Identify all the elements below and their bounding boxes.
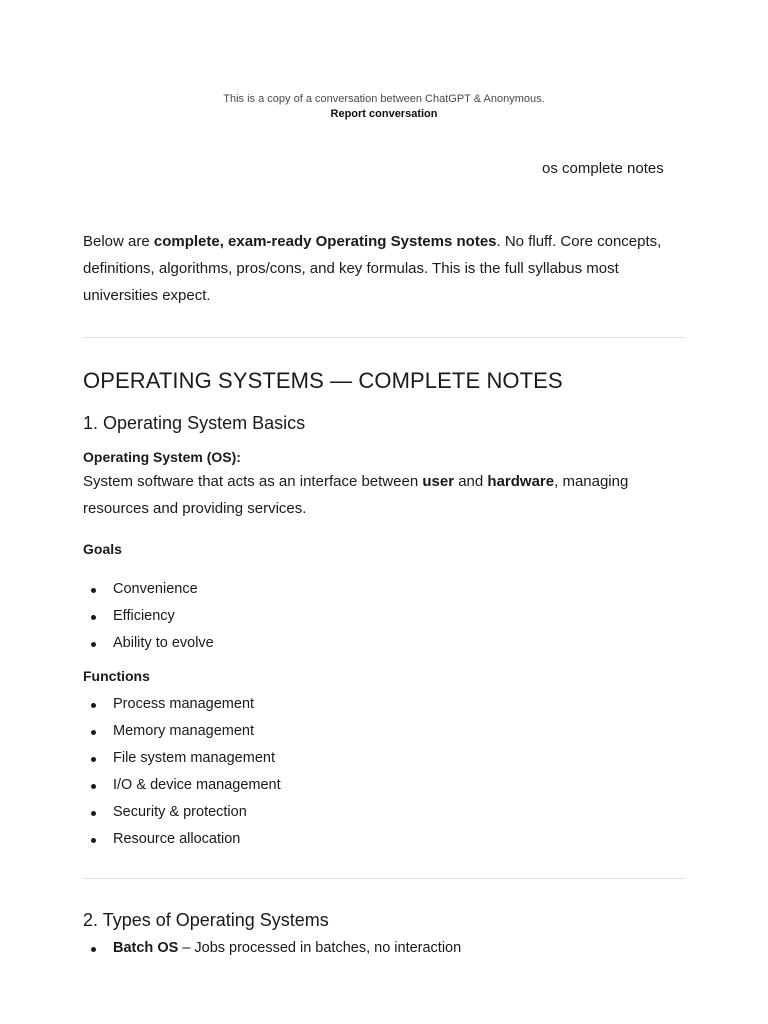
def-text-1: System software that acts as an interface between bbox=[83, 473, 423, 490]
def-text-3: , managing resources and providing services. bbox=[83, 473, 629, 517]
notice-text: This is a copy of a conversation between ChatGPT & Anonymous. bbox=[223, 93, 545, 105]
functions-label: Functions bbox=[83, 668, 150, 684]
user-message: os complete notes bbox=[542, 160, 664, 177]
os-definition-text bbox=[83, 468, 685, 522]
list-item: Resource allocation bbox=[113, 826, 685, 853]
os-type-name: Batch OS bbox=[113, 940, 179, 956]
os-types-list bbox=[83, 935, 685, 962]
report-conversation-link[interactable]: Report conversation bbox=[330, 108, 438, 120]
def-text-2: and bbox=[454, 473, 488, 490]
list-item: Efficiency bbox=[113, 603, 685, 630]
os-type-desc: – Jobs processed in batches, no interaction bbox=[178, 940, 462, 956]
page-title: OPERATING SYSTEMS — COMPLETE NOTES bbox=[83, 368, 563, 393]
section-1-heading: 1. Operating System Basics bbox=[83, 413, 306, 433]
divider bbox=[83, 337, 685, 338]
intro-text-2: . No fluff. Core concepts, definitions, algorithms, pros/cons, and key formulas. This is the full syllabus most universities expect. bbox=[83, 233, 662, 304]
list-item: Ability to evolve bbox=[113, 630, 685, 657]
intro-paragraph bbox=[83, 228, 685, 309]
list-item: Convenience bbox=[113, 576, 685, 603]
divider bbox=[83, 878, 685, 879]
intro-bold: complete, exam-ready Operating Systems notes bbox=[153, 233, 497, 250]
list-item: File system management bbox=[113, 745, 685, 772]
section-2-heading: 2. Types of Operating Systems bbox=[83, 910, 329, 930]
list-item: Memory management bbox=[113, 718, 685, 745]
goals-list bbox=[83, 576, 685, 657]
functions-list bbox=[83, 691, 685, 853]
assistant-response bbox=[83, 228, 685, 962]
os-definition-label: Operating System (OS): bbox=[83, 449, 241, 465]
shared-conversation-notice bbox=[0, 92, 768, 122]
list-item: I/O & device management bbox=[113, 772, 685, 799]
def-bold-user: user bbox=[422, 473, 455, 490]
goals-label: Goals bbox=[83, 541, 122, 557]
list-item bbox=[113, 935, 685, 962]
list-item: Process management bbox=[113, 691, 685, 718]
def-bold-hardware: hardware bbox=[487, 473, 555, 490]
intro-text-1: Below are bbox=[83, 233, 154, 250]
list-item: Security & protection bbox=[113, 799, 685, 826]
